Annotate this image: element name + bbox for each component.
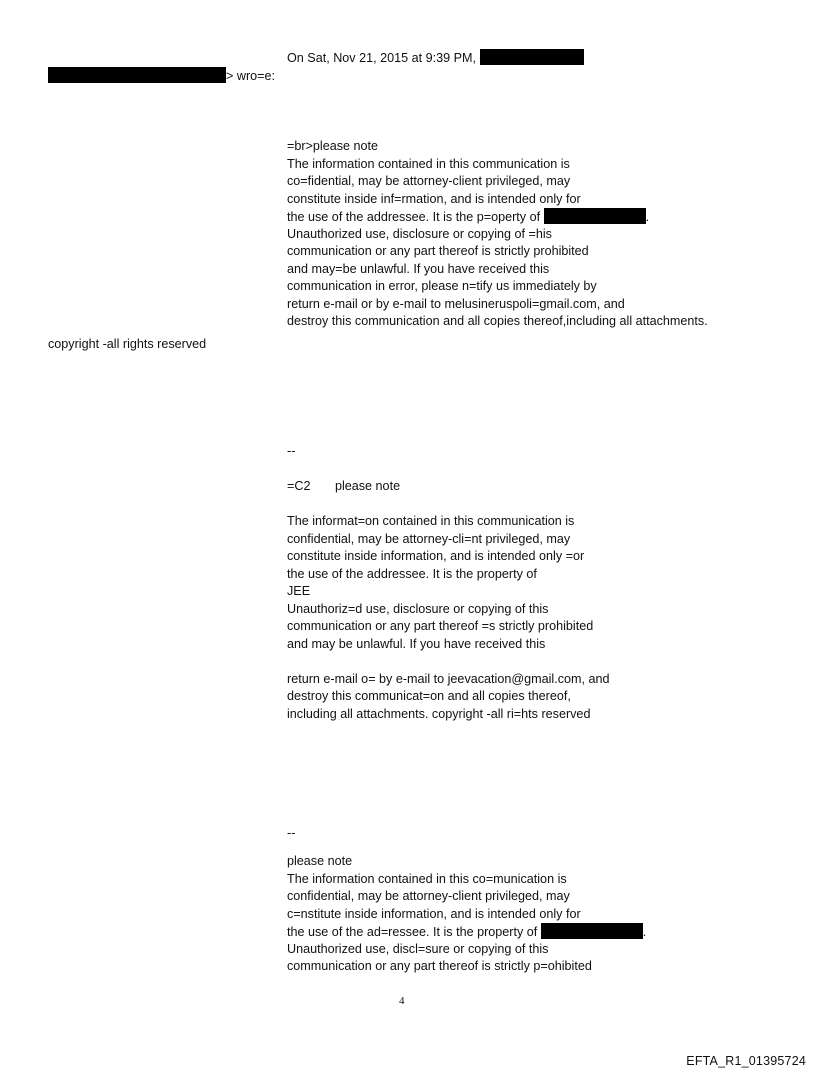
- text-line: communication in error, please n=tify us immediately by: [287, 279, 597, 293]
- text-line: confidential, may be attorney-client privileged, may: [287, 889, 570, 903]
- page-number: 4: [399, 995, 405, 1007]
- text-line: =C2 please note: [287, 479, 401, 493]
- text-line: The informat=on contained in this communication is: [287, 514, 575, 528]
- text-line: including all attachments. copyright -all ri=hts reserved: [287, 706, 591, 721]
- disclaimer-2: [287, 513, 610, 723]
- text-line: [287, 923, 646, 941]
- text-line: return e-mail o= by e-mail to jeevacation@gmail.com, and: [287, 671, 610, 686]
- email-header-date: [287, 49, 584, 68]
- separator: --: [287, 444, 296, 458]
- text-line: =br>please note: [287, 139, 379, 153]
- text-line: Unauthorized use, discl=sure or copying of this: [287, 941, 549, 956]
- text-line: destroy this communication and all copies thereof,including all attachments.: [287, 314, 708, 328]
- text-line: communication or any part thereof is strictly prohibited: [287, 244, 589, 258]
- text-line: communication or any part thereof is strictly p=ohibited: [287, 959, 592, 973]
- period: .: [645, 210, 650, 224]
- text-line: communication or any part thereof =s strictly prohibited: [287, 619, 594, 633]
- email-header-wrote: [48, 67, 275, 86]
- wrote-text: > wro=e:: [226, 69, 276, 83]
- text: the use of the ad=ressee. It is the property of: [287, 925, 538, 939]
- text-line: constitute inside information, and is intended only =or: [287, 549, 585, 563]
- text-line: return e-mail or by e-mail to melusineruspoli=gmail.com, and: [287, 296, 625, 311]
- text-line: destroy this communicat=on and all copies thereof,: [287, 689, 571, 703]
- redaction-box: [541, 923, 643, 939]
- text-line: co=fidential, may be attorney-client privileged, may: [287, 174, 571, 188]
- text-line: and may be unlawful. If you have received this: [287, 636, 546, 651]
- text-line: Unauthorized use, disclosure or copying of =his: [287, 226, 552, 241]
- redaction-box: [480, 49, 584, 65]
- text-line: JEE: [287, 584, 311, 598]
- disclaimer-3: [287, 853, 646, 976]
- header-date-text: On Sat, Nov 21, 2015 at 9:39 PM,: [287, 51, 477, 65]
- text: the use of the addressee. It is the p=operty of: [287, 210, 541, 224]
- document-id: EFTA_R1_01395724: [686, 1054, 806, 1068]
- text-line: constitute inside inf=rmation, and is intended only for: [287, 191, 581, 206]
- text-line: the use of the addressee. It is the property of: [287, 566, 537, 581]
- disclaimer-1: [287, 138, 708, 331]
- text-line: confidential, may be attorney-cli=nt privileged, may: [287, 531, 571, 546]
- text-line: c=nstitute inside information, and is intended only for: [287, 906, 581, 921]
- redaction-box: [544, 208, 646, 224]
- text-line: Unauthoriz=d use, disclosure or copying of this: [287, 601, 549, 616]
- redaction-box: [48, 67, 226, 83]
- text-line: please note: [287, 854, 353, 868]
- text-line: [287, 208, 708, 226]
- text-line: The information contained in this communication is: [287, 156, 570, 171]
- text-line: The information contained in this co=munication is: [287, 871, 567, 886]
- separator: --: [287, 826, 296, 840]
- blank-line: [287, 653, 610, 671]
- period: .: [642, 925, 647, 939]
- copyright-line: copyright -all rights reserved: [48, 337, 207, 351]
- text-line: and may=be unlawful. If you have received this: [287, 261, 550, 276]
